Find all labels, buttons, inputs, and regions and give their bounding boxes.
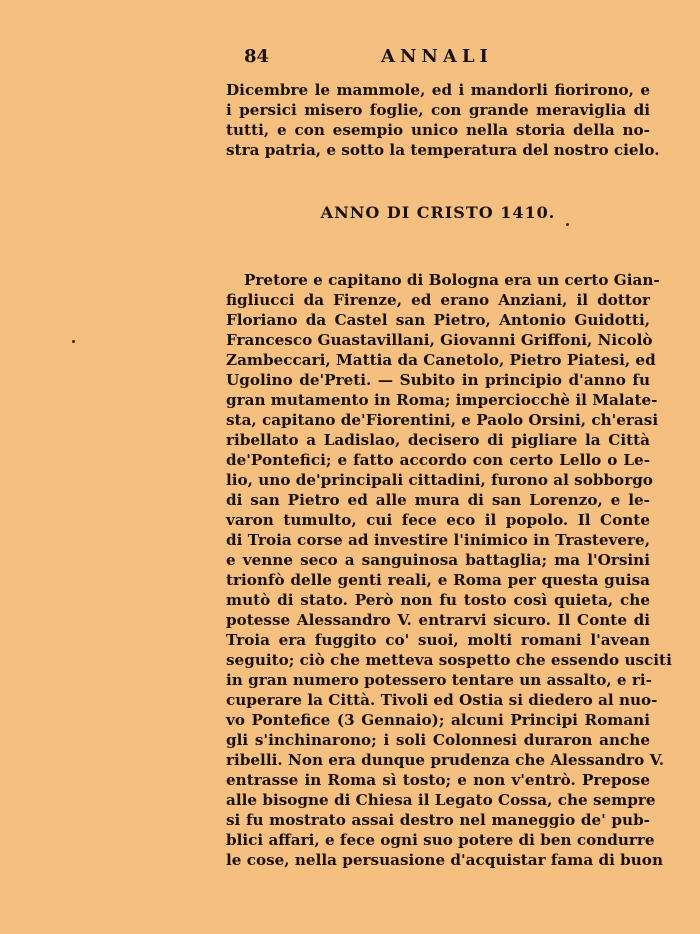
section-heading: ANNO DI CRISTO 1410. xyxy=(320,203,556,222)
text-line: Francesco Guastavillani, Giovanni Griffoni, Nicolò xyxy=(226,331,653,349)
text-line: figliucci da Firenze, ed erano Anziani, il dottor xyxy=(226,291,650,309)
text-line: vo Pontefice (3 Gennaio); alcuni Principi Romani xyxy=(226,711,650,729)
text-line: mutò di stato. Però non fu tosto così quieta, che xyxy=(226,591,650,609)
text-line: gran mutamento in Roma; imperciocchè il Malate- xyxy=(226,391,658,409)
text-line: varon tumulto, cui fece eco il popolo. Il Conte xyxy=(226,511,650,529)
running-title: ANNALI xyxy=(381,46,493,67)
text-line: potesse Alessandro V. entrarvi sicuro. Il Conte di xyxy=(226,611,650,629)
text-line: Dicembre le mammole, ed i mandorli fiorirono, e xyxy=(226,81,650,99)
text-line: i persici misero foglie, con grande meraviglia di xyxy=(226,101,650,119)
text-line: e venne seco a sanguinosa battaglia; ma l'Orsini xyxy=(226,551,650,569)
paper-speck xyxy=(566,223,569,226)
text-line: de'Pontefici; e fatto accordo con certo Lello o Le- xyxy=(226,451,650,469)
text-line: blici affari, e fece ogni suo potere di ben condurre xyxy=(226,831,655,849)
paper-speck xyxy=(72,340,75,343)
text-line: di Troia corse ad investire l'inimico in Trastevere, xyxy=(226,531,650,549)
text-line: di san Pietro ed alle mura di san Lorenzo, e le- xyxy=(226,491,650,509)
text-line: cuperare la Città. Tivoli ed Ostia si diedero al nuo- xyxy=(226,691,658,709)
text-line: Floriano da Castel san Pietro, Antonio Guidotti, xyxy=(226,311,650,329)
text-line: entrasse in Roma sì tosto; e non v'entrò. Prepose xyxy=(226,771,650,789)
page-header xyxy=(226,42,656,70)
text-line: si fu mostrato assai destro nel maneggio de' pub- xyxy=(226,811,650,829)
text-line: seguito; ciò che metteva sospetto che essendo usciti xyxy=(226,651,672,669)
text-line: trionfò delle genti reali, e Roma per questa guisa xyxy=(226,571,650,589)
page-number: 84 xyxy=(244,46,270,67)
text-line: le cose, nella persuasione d'acquistar fama di buon xyxy=(226,851,663,869)
text-line: lio, uno de'principali cittadini, furono al sobborgo xyxy=(226,471,653,489)
text-line: Ugolino de'Preti. — Subito in principio d'anno fu xyxy=(226,371,650,389)
text-line: gli s'inchinarono; i soli Colonnesi duraron anche xyxy=(226,731,650,749)
text-line: Troia era fuggito co' suoi, molti romani l'avean xyxy=(226,631,650,649)
text-line: stra patria, e sotto la temperatura del nostro cielo. xyxy=(226,141,660,159)
text-line: alle bisogne di Chiesa il Legato Cossa, che sempre xyxy=(226,791,656,809)
text-line: in gran numero potessero tentare un assalto, e ri- xyxy=(226,671,652,689)
text-line: Pretore e capitano di Bologna era un certo Gian- xyxy=(244,271,660,289)
text-line: tutti, e con esempio unico nella storia della no- xyxy=(226,121,650,139)
text-line: ribellato a Ladislao, decisero di pigliare la Città xyxy=(226,431,650,449)
text-line: ribelli. Non era dunque prudenza che Alessandro V. xyxy=(226,751,665,769)
text-line: Zambeccari, Mattia da Canetolo, Pietro Piatesi, ed xyxy=(226,351,656,369)
text-line: sta, capitano de'Fiorentini, e Paolo Orsini, ch'erasi xyxy=(226,411,659,429)
